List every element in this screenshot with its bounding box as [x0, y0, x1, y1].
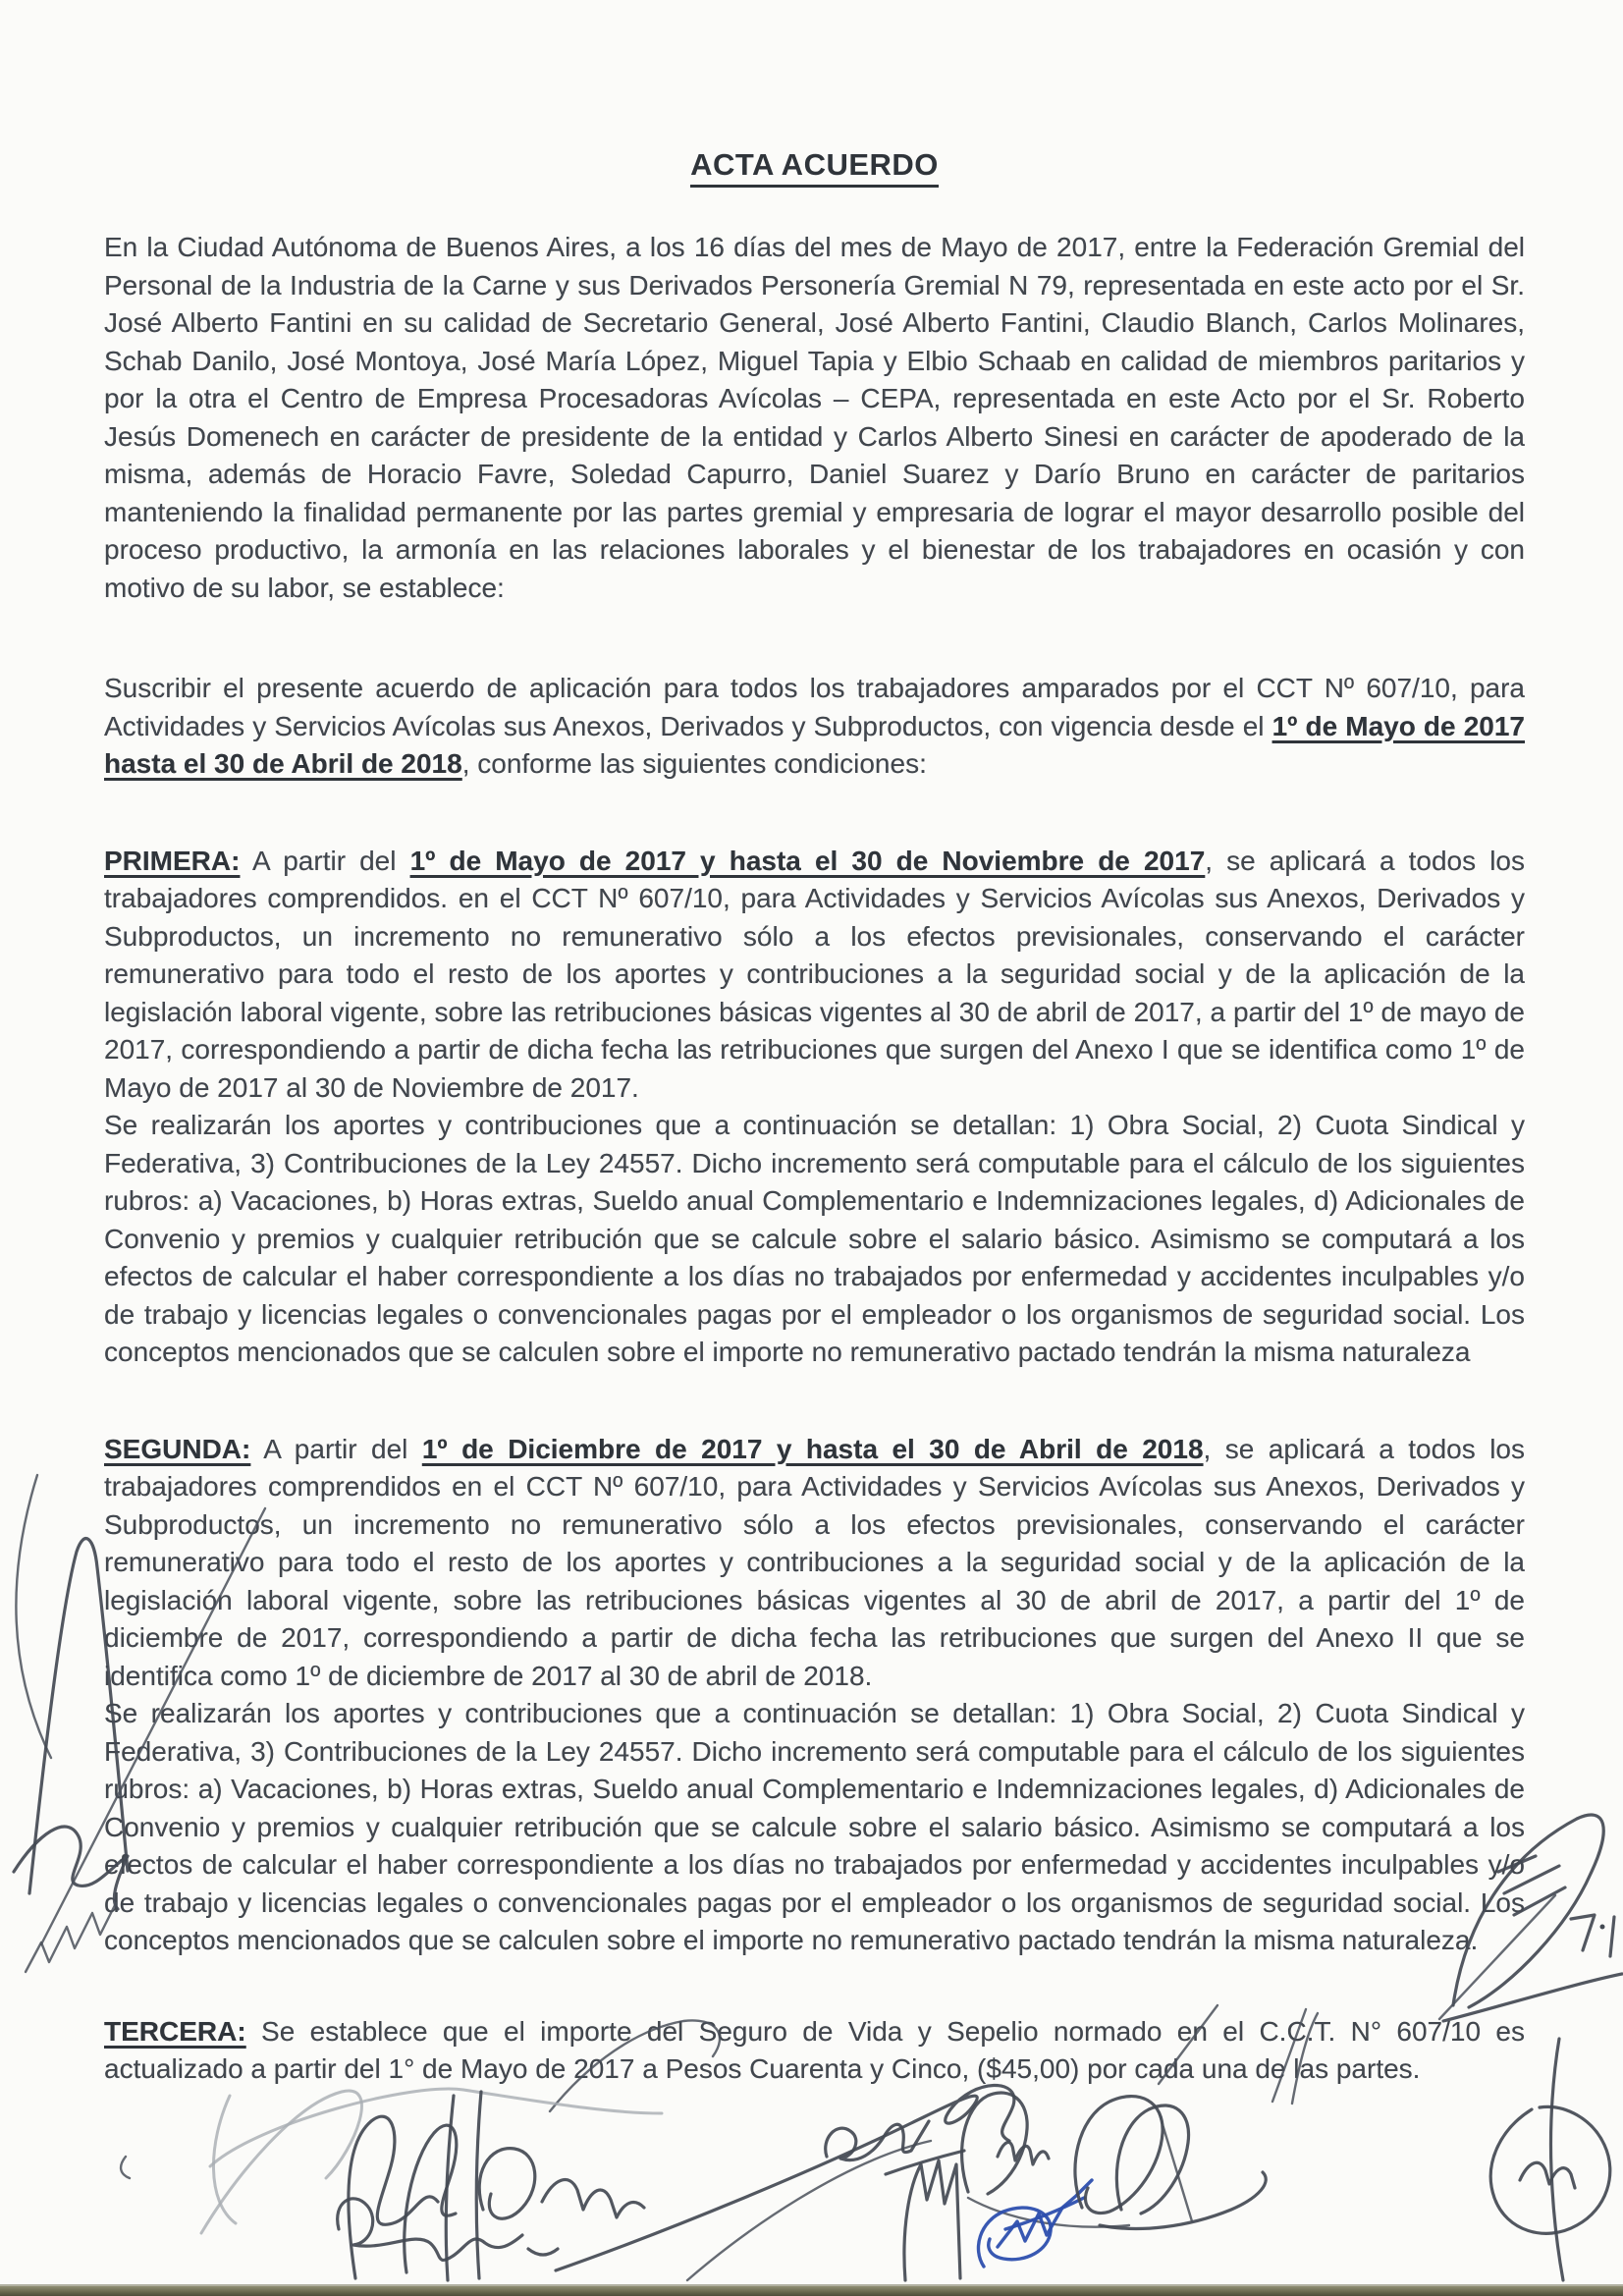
- clause-tercera-label: TERCERA:: [104, 2015, 246, 2047]
- clause-segunda-contributions: Se realizarán los aportes y contribuciones que a continuación se detallan: 1) Obra Social, 2) Cuota Sindical y Federativa, 3) Contribuciones de la Ley 24557. Dicho incremento será computable para el cálculo de los siguientes rubros: a) Vacaciones, b) Horas extras, Sueldo anual Complementario e Indemnizaciones legales, d) Adicionales de Convenio y premios y cualquier retribución que se calcule sobre el salario básico. Asimismo se computará a los efectos de calcular el haber correspondiente a los días no trabajados por enfermedad y accidentes inculpables y/o de trabajo y licencias legales o convencionales pagas por el empleador o los organismos de seguridad social. Los conceptos mencionados que se calculen sobre el importe no remunerativo pactado tendrán la misma naturaleza.: [104, 1698, 1525, 1955]
- clause-segunda-body: , se aplicará a todos los trabajadores comprendidos en el CCT Nº 607/10, para Actividades y Servicios Avícolas sus Anexos, Derivados y Subproductos, un incremento no remunerativo sólo a los efectos previsionales, conservando el carácter remunerativo para todo el resto de los aportes y contribuciones a la seguridad social y de la aplicación de la legislación laboral vigente, sobre las retribuciones básicas vigentes al 30 de abril de 2017, a partir del 1º de diciembre de 2017, correspondiendo a partir de dicha fecha las retribuciones que surgen del Anexo II que se identifica como 1º de diciembre de 2017 al 30 de abril de 2018.: [104, 1433, 1525, 1691]
- document-title: ACTA ACUERDO: [690, 147, 939, 188]
- signature-tick-mark: [121, 2157, 130, 2178]
- agreement-paragraph: [104, 670, 1525, 784]
- signature-bottom-blue: [978, 2180, 1092, 2267]
- agreement-text-pre: Suscribir el presente acuerdo de aplicación para todos los trabajadores amparados por el CCT Nº 607/10, para Actividades y Servicios Avícolas sus Anexos, Derivados y Subproductos, con vigencia desde el: [104, 673, 1525, 741]
- clause-tercera: [104, 2013, 1525, 2089]
- signature-bottom-cursive: [338, 2199, 522, 2261]
- clause-segunda-period: 1º de Diciembre de 2017 y hasta el 30 de Abril de 2018: [421, 1433, 1204, 1464]
- document-content: [104, 0, 1525, 2089]
- clause-segunda: [104, 1431, 1525, 1960]
- clause-primera: [104, 843, 1525, 1372]
- clause-segunda-main: [104, 1431, 1525, 1696]
- intro-paragraph: En la Ciudad Autónoma de Buenos Aires, a los 16 días del mes de Mayo de 2017, entre la Federación Gremial del Personal de la Industria de la Carne y sus Derivados Personería Gremial N 79, representada en este acto por el Sr. José Alberto Fantini en su calidad de Secretario General, José Alberto Fantini, Claudio Blanch, Carlos Molinares, Schab Danilo, José Montoya, José María López, Miguel Tapia y Elbio Schaab en calidad de miembros paritarios y por la otra el Centro de Empresa Procesadoras Avícolas – CEPA, representada en este Acto por el Sr. Roberto Jesús Domenech en carácter de presidente de la entidad y Carlos Alberto Sinesi en carácter de apoderado de la misma, además de Horacio Favre, Soledad Capurro, Daniel Suarez y Darío Bruno en carácter de paritarios manteniendo la finalidad permanente por las partes gremial y empresaria de lograr el mayor desarrollo posible del proceso productivo, la armonía en las relaciones laborales y el bienestar de los trabajadores en ocasión y con motivo de su labor, se establece:: [104, 232, 1525, 603]
- agreement-validity-dates: 1º de Mayo de 2017 hasta el 30 de Abril de 2018: [104, 710, 1525, 779]
- clause-primera-main: [104, 843, 1525, 1108]
- signature-bottom-3: [962, 2093, 1129, 2227]
- signature-bottom-swoosh: [556, 2085, 1014, 2280]
- agreement-text-post: , conforme las siguientes condiciones:: [461, 748, 927, 779]
- signature-bottom-pencil: [201, 2089, 662, 2233]
- signature-bottom-4: [1075, 2097, 1266, 2229]
- clause-primera-period: 1º de Mayo de 2017 y hasta el 30 de Noviembre de 2017: [409, 845, 1206, 876]
- signature-bottom-2: [826, 2121, 964, 2280]
- clause-tercera-main: [104, 2013, 1525, 2089]
- clause-primera-lead: A partir del: [240, 845, 410, 876]
- scan-bottom-edge: [0, 2284, 1623, 2296]
- clause-primera-contributions: Se realizarán los aportes y contribuciones que a continuación se detallan: 1) Obra Social, 2) Cuota Sindical y Federativa, 3) Contribuciones de la Ley 24557. Dicho incremento será computable para el cálculo de los siguientes rubros: a) Vacaciones, b) Horas extras, Sueldo anual Complementario e Indemnizaciones legales, d) Adicionales de Convenio y premios y cualquier retribución que se calcule sobre el salario básico. Asimismo se computará a los efectos de calcular el haber correspondiente a los días no trabajados por enfermedad y accidentes inculpables y/o de trabajo y licencias legales o convencionales pagas por el empleador o los organismos de seguridad social. Los conceptos mencionados que se calculen sobre el importe no remunerativo pactado tendrán la misma naturaleza: [104, 1110, 1525, 1367]
- clause-segunda-lead: A partir del: [250, 1433, 422, 1464]
- title-row: [104, 147, 1525, 188]
- clause-primera-label: PRIMERA:: [104, 845, 241, 876]
- clause-tercera-body: Se establece que el importe del Seguro de Vida y Sepelio normado en el C.C.T. N° 607/10 es actualizado a partir del 1° de Mayo de 2017 a Pesos Cuarenta y Cinco, ($45,00) por cada una de las partes.: [104, 2015, 1525, 2084]
- signature-bottom-1: [349, 2092, 644, 2280]
- clause-segunda-label: SEGUNDA:: [104, 1433, 251, 1464]
- clause-primera-body: , se aplicará a todos los trabajadores comprendidos. en el CCT Nº 607/10, para Actividades y Servicios Avícolas sus Anexos, Derivados y Subproductos, un incremento no remunerativo sólo a los efectos previsionales, conservando el carácter remunerativo para todo el resto de los aportes y contribuciones a la seguridad social y de la aplicación de la legislación laboral vigente, sobre las retribuciones básicas vigentes al 30 de abril de 2017, a partir del 1º de mayo de 2017, correspondiendo a partir de dicha fecha las retribuciones que surgen del Anexo I que se identifica como 1º de Mayo de 2017 al 30 de Noviembre de 2017.: [104, 845, 1525, 1103]
